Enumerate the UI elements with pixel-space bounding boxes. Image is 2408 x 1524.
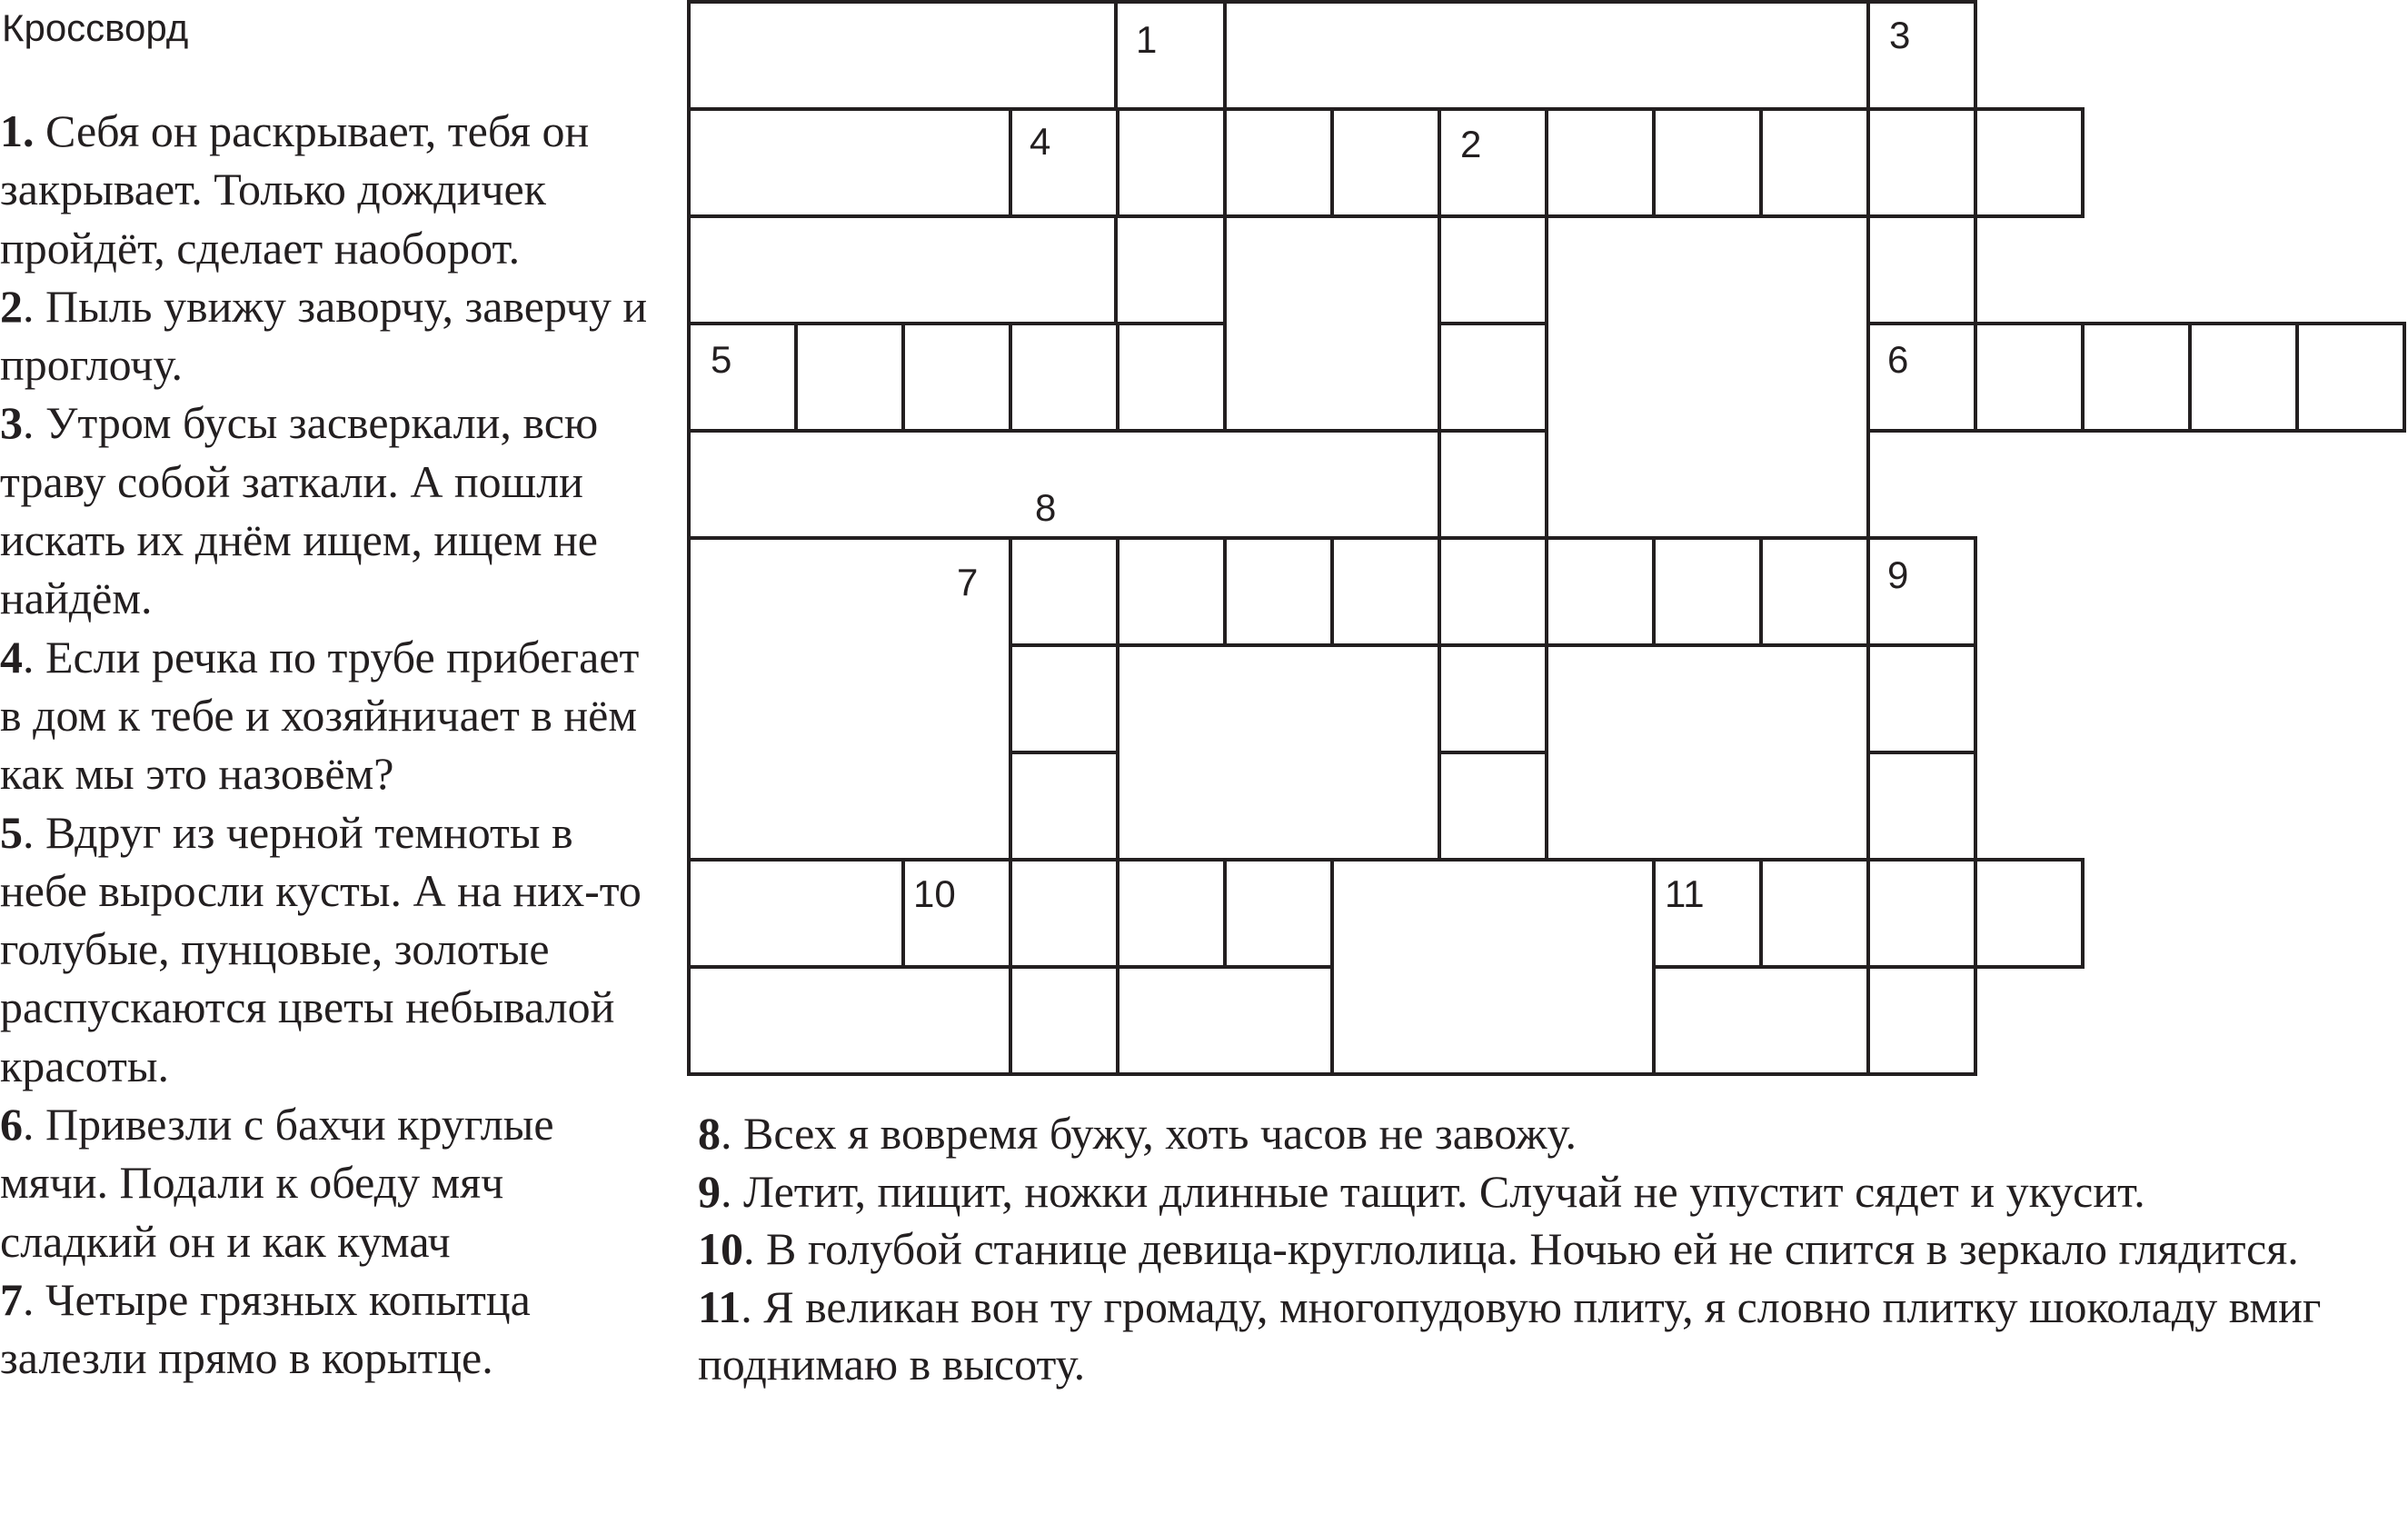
clue-text: Утром бусы засверкали, всю траву собой заткали. А пошли искать их днём ищем, ищем не найдём. (0, 397, 599, 624)
crossword-cell (2083, 324, 2190, 431)
crossword-cell (1332, 538, 1439, 645)
crossword-cell (1761, 538, 1868, 645)
clue-number: 7 (0, 1273, 23, 1325)
clue-item: 3. Утром бусы засверкали, всю траву собой заткали. А пошли искать их днём ищем, ищем не найдём. (0, 397, 599, 624)
clue-item: 1. Себя он раскрывает, тебя он закрывает. Только дождичек пройдёт, сделает наоборот. (0, 105, 590, 274)
clue-number: 2 (0, 280, 23, 332)
clue-list-bottom (698, 1105, 2388, 1394)
crossword-cell (1439, 431, 1547, 538)
crossword-cell (1547, 538, 1654, 645)
grid-number-5: 5 (711, 338, 732, 381)
clue-text: В голубой станице девица-круглолица. Ночью ей не спится в зеркало глядится. (754, 1223, 2299, 1274)
clue-text: Всех я вовремя бужу, хоть часов не завожу. (731, 1108, 1577, 1159)
grid-number-8: 8 (1035, 486, 1057, 529)
clue-item: 2. Пыль увижу заворчу, заверчу и проглочу. (0, 280, 648, 391)
crossword-cell (689, 431, 1439, 538)
clue-item: 9. Летит, пищит, ножки длинные тащит. Случай не упустит сядет и укусит. (698, 1165, 2145, 1217)
crossword-cell (1547, 109, 1654, 216)
clue-text: Себя он раскрывает, тебя он закрывает. Только дождичек пройдёт, сделает наоборот. (0, 105, 590, 274)
crossword-cell (1975, 109, 2083, 216)
crossword-cell (1868, 109, 1975, 216)
crossword-cell (1547, 216, 1868, 538)
crossword-cell (1010, 967, 1118, 1074)
page-title: Кроссворд (2, 6, 189, 49)
crossword-cell (1010, 109, 1118, 216)
crossword-cell (1868, 538, 1975, 645)
crossword-cell (1868, 752, 1975, 860)
crossword-cell (689, 2, 1116, 109)
crossword-cell (1975, 324, 2083, 431)
crossword-cell (1010, 324, 1118, 431)
crossword-cell (1439, 645, 1547, 752)
crossword-cell (1225, 860, 1332, 967)
crossword-cell (1439, 538, 1547, 645)
crossword-cell (689, 860, 903, 967)
clue-item: 6. Привезли с бахчи круглые мячи. Подали к обеду мяч сладкий он и как кумач (0, 1099, 554, 1267)
clue-item: 4. Если речка по трубе прибегает в дом к тебе и хозяйничает в нём как мы это назовём? (0, 631, 640, 800)
crossword-cell (1118, 538, 1225, 645)
clue-item: 10. В голубой станице девица-круглолица. Ночью ей не спится в зеркало глядится. (698, 1223, 2299, 1274)
clue-item: 11. Я великан вон ту громаду, многопудовую плиту, я словно плитку шоколаду вмиг поднимаю в высоту. (698, 1280, 2322, 1390)
crossword-cell (689, 216, 1116, 324)
clue-text: Привезли с бахчи круглые мячи. Подали к обеду мяч сладкий он и как кумач (0, 1099, 554, 1267)
crossword-cell (1868, 860, 1975, 967)
crossword-cell (1225, 538, 1332, 645)
crossword-cell (1118, 967, 1332, 1074)
clue-item: 8. Всех я вовремя бужу, хоть часов не завожу. (698, 1108, 1577, 1159)
crossword-cell (2297, 324, 2404, 431)
crossword-cell (1868, 645, 1975, 752)
clue-text: Если речка по трубе прибегает в дом к тебе и хозяйничает в нём как мы это назовём? (0, 631, 640, 800)
crossword-cell (796, 324, 903, 431)
grid-number-10: 10 (913, 872, 956, 915)
grid-number-11: 11 (1665, 872, 1705, 915)
clue-number: 5 (0, 806, 23, 858)
crossword-cell (689, 324, 796, 431)
grid-number-2: 2 (1460, 123, 1482, 165)
crossword-cell (1975, 860, 2083, 967)
clue-text: Пыль увижу заворчу, заверчу и проглочу. (0, 280, 648, 391)
crossword-cell (1547, 645, 1868, 860)
clue-text: Четыре грязных копытца залезли прямо в корытце. (0, 1273, 531, 1384)
crossword-cell (1439, 109, 1547, 216)
crossword-cell (1225, 109, 1332, 216)
crossword-cell (1654, 109, 1761, 216)
crossword-cell (1761, 109, 1868, 216)
grid-number-3: 3 (1889, 14, 1911, 56)
grid-number-7: 7 (957, 561, 979, 603)
clue-number: 3 (0, 397, 23, 449)
clue-text: Летит, пищит, ножки длинные тащит. Случай не упустит сядет и укусит. (731, 1165, 2145, 1217)
crossword-cell (1332, 109, 1439, 216)
crossword-cell (1118, 324, 1225, 431)
crossword-cell (1761, 860, 1868, 967)
crossword-cell (1225, 2, 1868, 109)
crossword-cell (1654, 967, 1868, 1074)
clue-number: 11 (698, 1280, 741, 1332)
clue-item: 5. Вдруг из черной темноты в небе выросли кусты. А на них-то голубые, пунцовые, золотые распускаются цветы небывалой красоты. (0, 806, 642, 1091)
crossword-cell (1868, 967, 1975, 1074)
crossword-cell (1868, 2, 1975, 109)
crossword-cell (2190, 324, 2297, 431)
crossword-cell (1010, 645, 1118, 752)
crossword-grid (689, 0, 2408, 1077)
grid-number-1: 1 (1136, 18, 1158, 61)
clue-text: Я великан вон ту громаду, многопудовую плиту, я словно плитку шоколаду вмиг поднимаю в высоту. (698, 1280, 2322, 1390)
clue-number: 4 (0, 631, 23, 682)
crossword-cell (1010, 538, 1118, 645)
crossword-cell (689, 967, 1010, 1074)
crossword-cell (1439, 752, 1547, 860)
crossword-cell (1439, 216, 1547, 324)
grid-number-4: 4 (1030, 120, 1051, 163)
clue-number: 6 (0, 1099, 23, 1150)
crossword-cell (1010, 752, 1118, 860)
clue-text: Вдруг из черной темноты в небе выросли кусты. А на них-то голубые, пунцовые, золотые распускаются цветы небывалой красоты. (0, 806, 642, 1091)
grid-number-6: 6 (1887, 338, 1909, 381)
crossword-cell (1118, 109, 1225, 216)
grid-number-9: 9 (1887, 553, 1909, 596)
clue-list-left (0, 102, 668, 1388)
crossword-cell (1116, 2, 1225, 109)
crossword-cell (1118, 860, 1225, 967)
crossword-cell (1118, 645, 1439, 860)
crossword-cell (1439, 324, 1547, 431)
clue-number: 9 (698, 1165, 721, 1217)
clue-number: 1 (0, 105, 23, 156)
clue-item: 7. Четыре грязных копытца залезли прямо в корытце. (0, 1273, 531, 1384)
crossword-cell (689, 109, 1010, 216)
crossword-cell (1654, 538, 1761, 645)
crossword-cell (1868, 216, 1975, 324)
clue-number: 8 (698, 1108, 721, 1159)
crossword-cell (1868, 324, 1975, 431)
crossword-cell (1010, 860, 1118, 967)
clue-number: 10 (698, 1223, 743, 1274)
crossword-cell (1332, 860, 1654, 1074)
crossword-cell (903, 324, 1010, 431)
